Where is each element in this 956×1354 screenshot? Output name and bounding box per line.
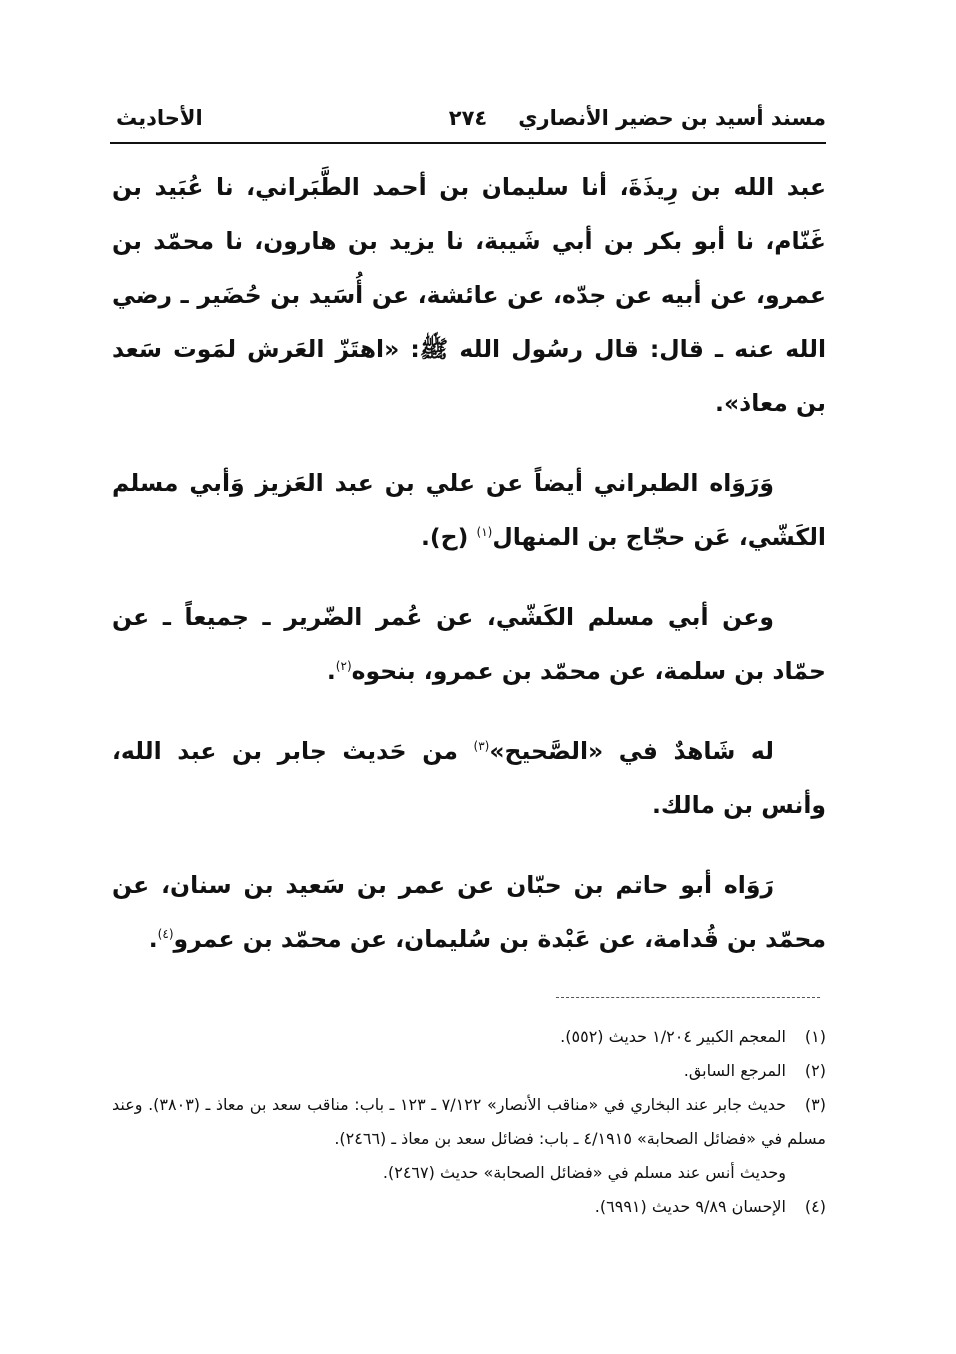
page-header: [110, 96, 826, 142]
paragraph-text: وَرَوَاه الطبراني أيضاً عن علي بن عبد العَزيز وَأبي مسلم الكَشّي، عَن حجّاج بن المنهال: [112, 469, 826, 551]
footnote-ref[interactable]: (٤): [157, 927, 174, 942]
paragraph-tail: (ح).: [420, 523, 477, 551]
paragraph-text: عبد الله بن رِيذَةَ، أنا سليمان بن أحمد الطَّبَراني، نا عُبَيد بن غَنّام، نا أبو بكر بن أبي شَيبة، نا يزيد بن هارون، نا محمّد بن عمرو، عن أبيه عن جدّه، عن عائشة، عن أُسَيد بن حُضَير ـ رضي الله عنه ـ قال: قال رسُول الله ﷺ: «اهتَزّ العَرش لمَوت سَعد بن معاذ».: [112, 173, 826, 417]
footnote-text: وحديث أنس عند مسلم في «فضائل الصحابة» حديث (٢٤٦٧).: [382, 1163, 786, 1182]
paragraph-1: [112, 160, 826, 430]
footnote-ref[interactable]: (٣): [473, 739, 490, 754]
paragraph-tail: .: [326, 657, 336, 685]
footnote-number: (٢): [804, 1061, 826, 1080]
footnote-text: الإحسان ٩/٨٩ حديث (٦٩٩١).: [594, 1197, 786, 1216]
footnotes: [112, 1020, 826, 1224]
paragraph-text: رَوَاه أبو حاتم بن حبّان عن عمر بن سَعيد بن سنان، عن محمّد بن قُدامة، عن عَبْدة بن سُليمان، عن محمّد بن عمرو: [112, 871, 826, 953]
header-rule: [110, 142, 826, 144]
paragraph-tail: من حَديث جابر بن عبد الله، وأنس بن مالك.: [112, 737, 826, 819]
paragraph-tail: .: [148, 925, 158, 953]
paragraph-2: [112, 456, 826, 564]
footnote-number: (٤): [804, 1197, 826, 1216]
paragraph-4: [112, 724, 826, 832]
footnote-2: [112, 1054, 826, 1088]
footnote-ref[interactable]: (٢): [335, 659, 352, 674]
header-book-title: مسند أسيد بن حضير الأنصاري: [518, 106, 826, 130]
footnote-text: المرجع السابق.: [683, 1061, 786, 1080]
main-text: [112, 160, 826, 992]
header-section-title: الأحاديث: [116, 106, 203, 130]
footnote-text: المعجم الكبير ١/٢٠٤ حديث (٥٥٢).: [560, 1027, 786, 1046]
paragraph-3: [112, 590, 826, 698]
footnote-3-continued: [112, 1156, 826, 1190]
paragraph-text: وعن أبي مسلم الكَشّي، عن عُمر الضّرير ـ جميعاً ـ عن حمّاد بن سلمة، عن محمّد بن عمرو، بنحوه: [112, 603, 826, 685]
footnote-number: (١): [804, 1027, 826, 1046]
page-number: ٢٧٤: [448, 106, 488, 130]
paragraph-5: [112, 858, 826, 966]
footnote-text: حديث جابر عند البخاري في «مناقب الأنصار» ٧/١٢٢ ـ ١٢٣ ـ باب: مناقب سعد بن معاذ ـ (٣٨٠٣). وعند مسلم في «فضائل الصحابة» ٤/١٩١٥ ـ باب: فضائل سعد بن معاذ ـ (٢٤٦٦).: [112, 1095, 826, 1148]
footnote-separator: [556, 997, 820, 998]
footnote-4: [112, 1190, 826, 1224]
paragraph-text: له شَاهدٌ في «الصَّحيح»: [489, 737, 774, 765]
footnote-3: [112, 1088, 826, 1156]
footnote-ref[interactable]: (١): [476, 525, 493, 540]
footnote-number: (٣): [804, 1095, 827, 1114]
footnote-1: [112, 1020, 826, 1054]
